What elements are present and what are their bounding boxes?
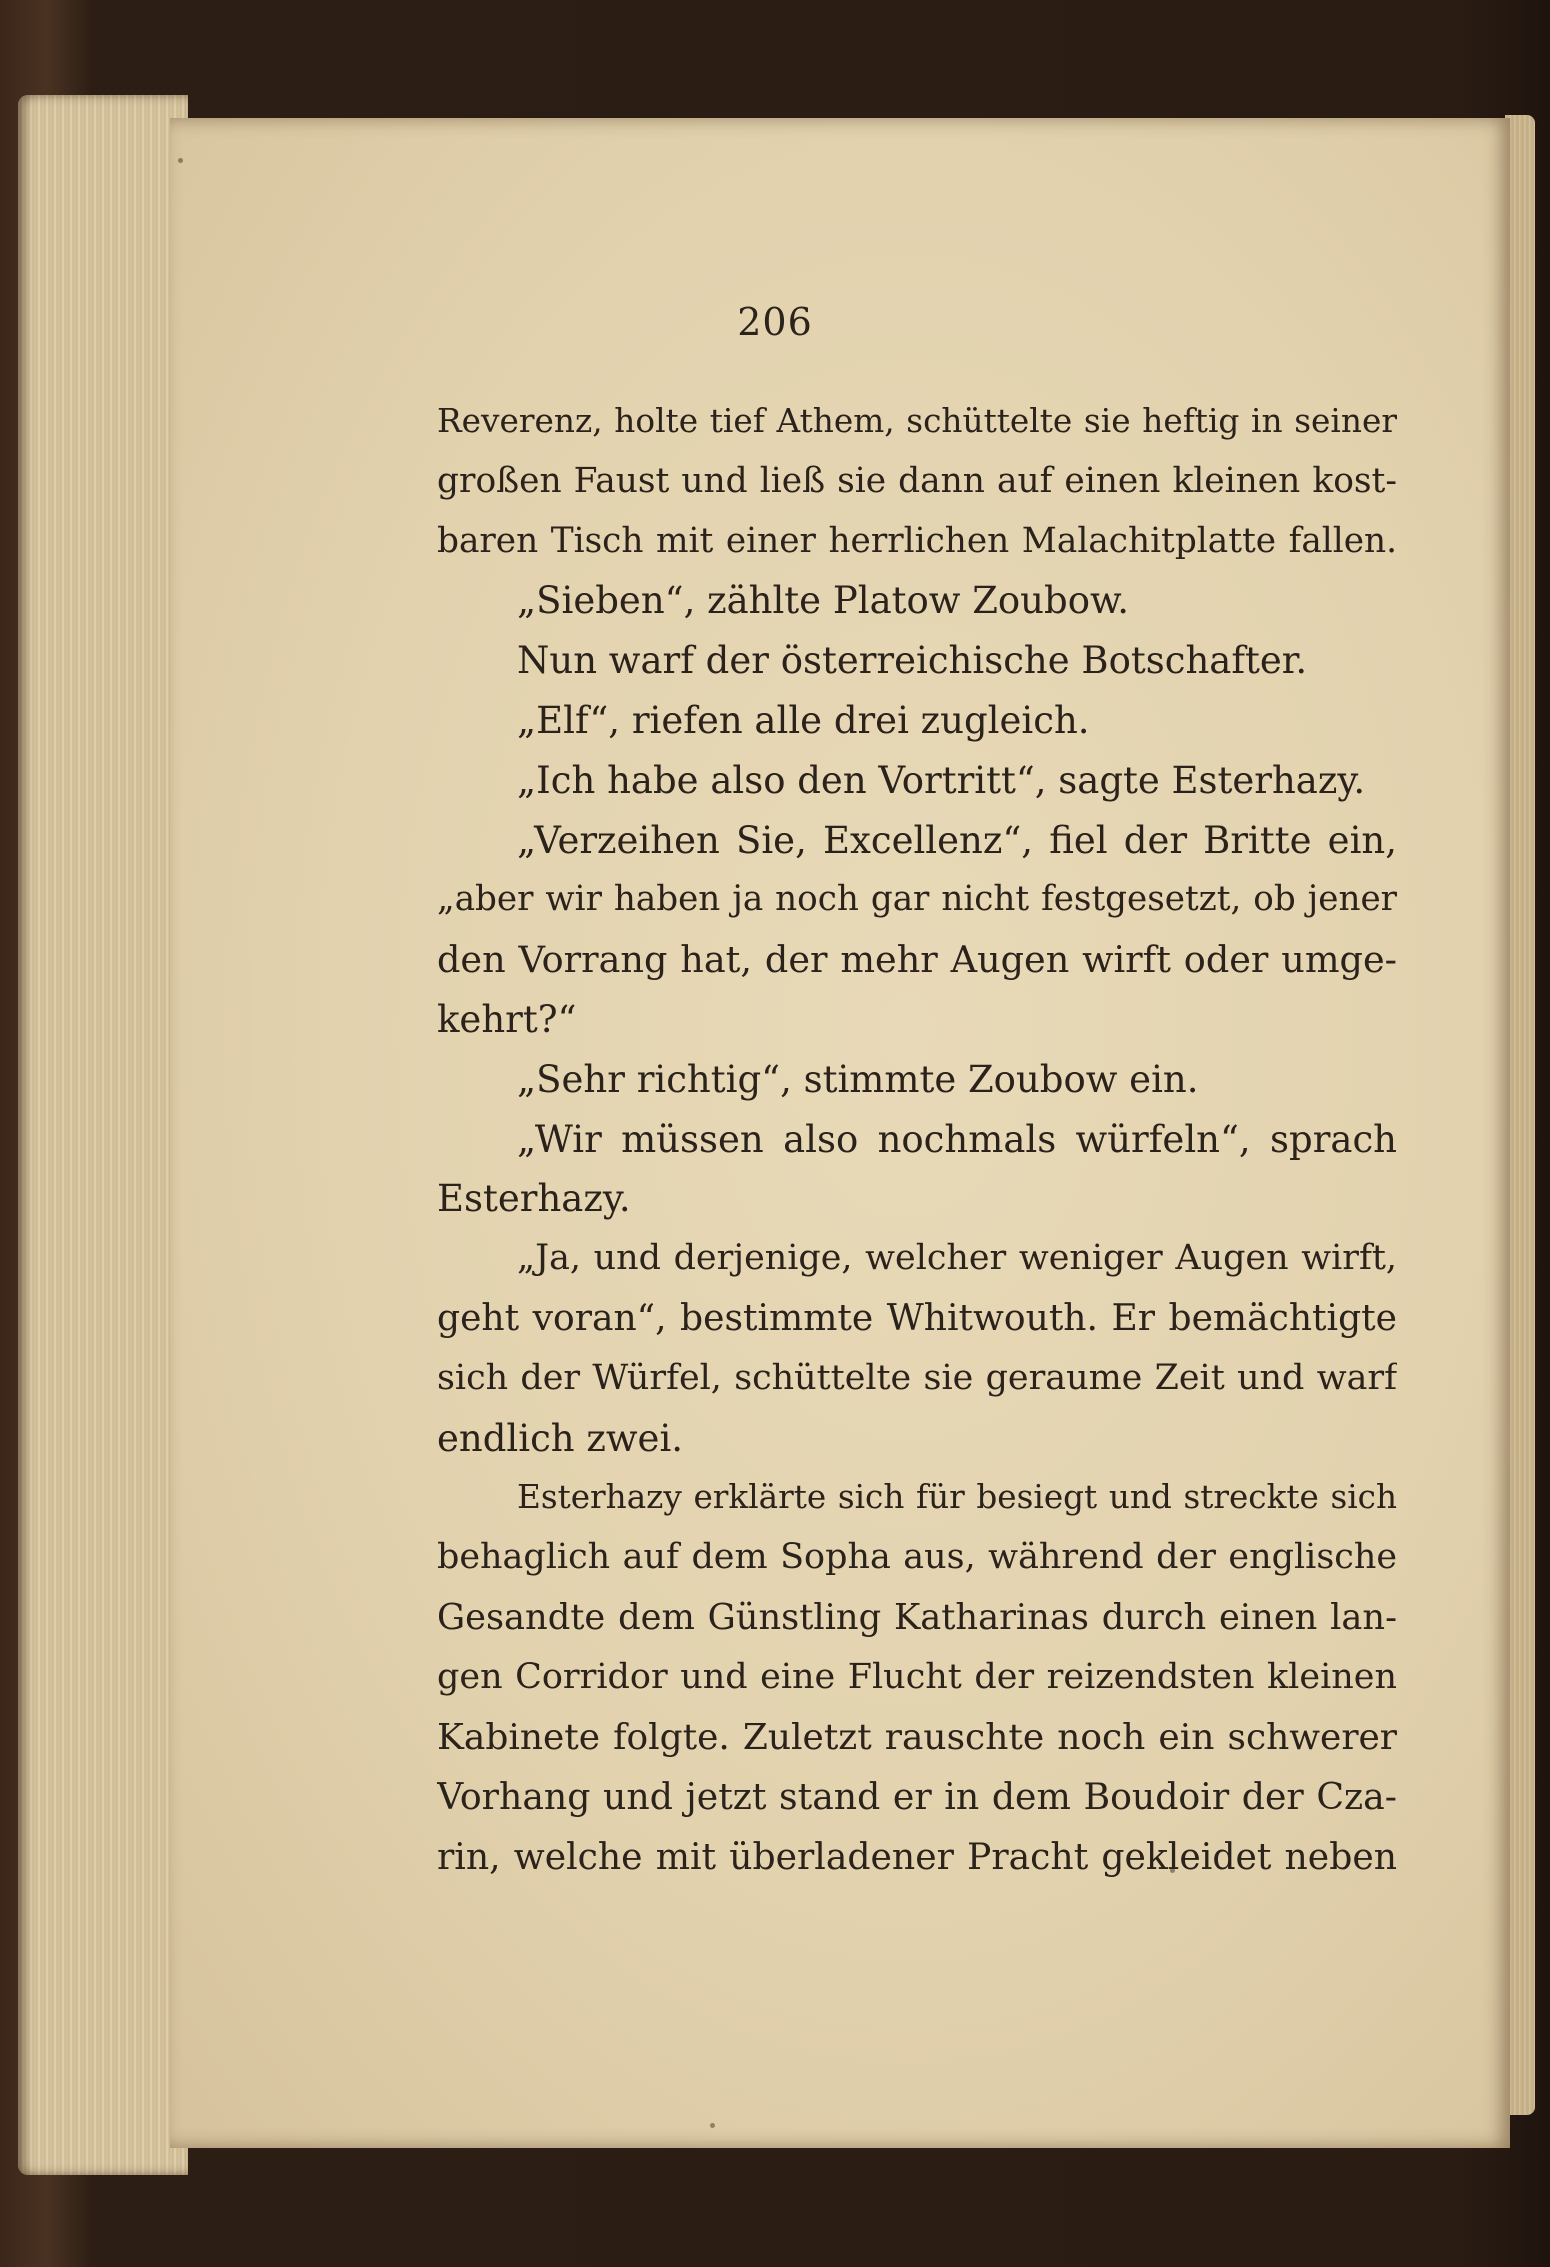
text-line: Vorhang und jetzt stand er in dem Boudoir der Cza- <box>437 1775 1397 1819</box>
text-line: „Sieben“, zählte Platow Zoubow. <box>517 579 1130 623</box>
text-line: „Elf“, riefen alle drei zugleich. <box>517 698 1090 742</box>
text-line: baren Tisch mit einer herrlichen Malachitplatte fallen. <box>437 520 1397 561</box>
text-line: „Verzeihen Sie, Excellenz“, fiel der Britte ein, <box>517 818 1397 862</box>
paper-speck <box>178 158 183 163</box>
text-line: endlich zwei. <box>437 1416 684 1460</box>
page-number: 206 <box>737 300 813 344</box>
text-line: kehrt?“ <box>437 997 577 1041</box>
text-line: Kabinete folgte. Zuletzt rauschte noch ein schwerer <box>437 1716 1397 1758</box>
text-line: Esterhazy erklärte sich für besiegt und streckte sich <box>517 1478 1397 1517</box>
text-line: sich der Würfel, schüttelte sie geraume Zeit und warf <box>437 1357 1397 1398</box>
paper-speck <box>710 2123 715 2128</box>
page-edges-left <box>18 95 188 2175</box>
text-line: Nun warf der österreichische Botschafter. <box>517 639 1308 683</box>
body-text <box>437 392 1397 1887</box>
text-line: Reverenz, holte tief Athem, schüttelte sie heftig in seiner <box>437 402 1397 440</box>
text-line: großen Faust und ließ sie dann auf einen kleinen kost- <box>437 460 1397 501</box>
text-line: Esterhazy. <box>437 1177 631 1221</box>
text-line: „Ich habe also den Vortritt“, sagte Esterhazy. <box>517 758 1366 802</box>
text-line: gen Corridor und eine Flucht der reizendsten kleinen <box>437 1656 1397 1697</box>
text-line: „Sehr richtig“, stimmte Zoubow ein. <box>517 1057 1199 1101</box>
text-line: behaglich auf dem Sopha aus, während der englische <box>437 1537 1397 1578</box>
text-line: „Wir müssen also nochmals würfeln“, sprach <box>517 1117 1397 1161</box>
text-line: geht voran“, bestimmte Whitwouth. Er bemächtigte <box>437 1296 1397 1339</box>
text-line: den Vorrang hat, der mehr Augen wirft oder umge- <box>437 938 1397 982</box>
text-line: „Ja, und derjenige, welcher weniger Augen wirft, <box>517 1238 1397 1279</box>
text-line: „aber wir haben ja noch gar nicht festgesetzt, ob jener <box>437 879 1397 920</box>
text-line: rin, welche mit überladener Pracht gekleidet neben <box>437 1835 1397 1879</box>
text-line: Gesandte dem Günstling Katharinas durch einen lan- <box>437 1596 1397 1638</box>
